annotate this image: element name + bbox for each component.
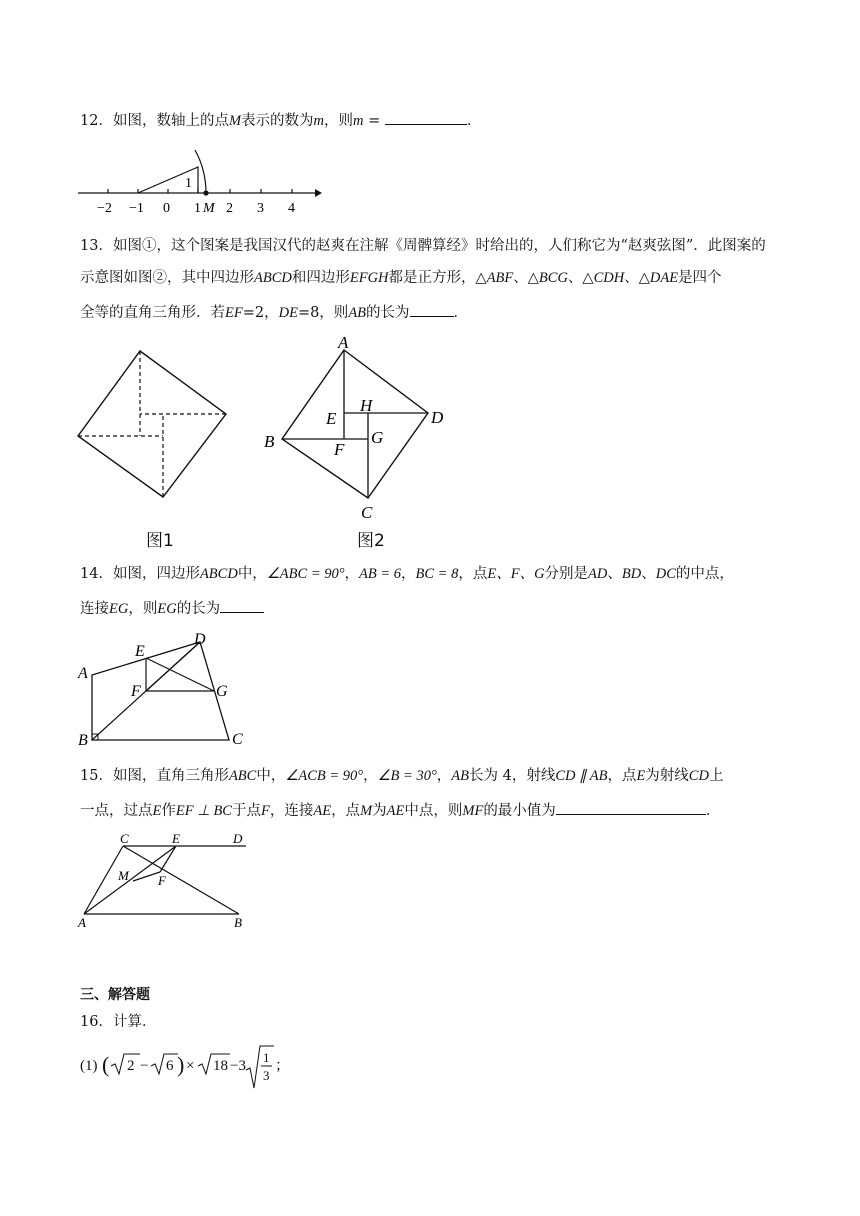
figure-1-caption: 图1 xyxy=(146,531,174,551)
number-line-figure xyxy=(70,140,320,220)
svg-text:0: 0 xyxy=(163,201,170,216)
svg-text:18: 18 xyxy=(213,1058,228,1074)
figure-2-caption: 图2 xyxy=(357,531,385,551)
svg-text:(: ( xyxy=(102,1052,110,1077)
section-title: 三、解答题 xyxy=(80,987,150,1003)
q13-line3: 全等的直角三角形．若EF=2，DE=8，则AB的长为 ． xyxy=(80,302,468,323)
q14-line1: 14．如图，四边形ABCD中，∠ABC = 90°，AB = 6，BC = 8，点E、F、G分别是AD、BD、DC的中点， xyxy=(80,566,734,582)
svg-text:M: M xyxy=(118,868,129,883)
q15-figure xyxy=(76,832,266,932)
svg-text:C: C xyxy=(120,831,129,846)
answer-blank xyxy=(220,598,264,613)
q16-stem: 16．计算． xyxy=(80,1014,157,1030)
q14-figure xyxy=(76,630,266,749)
svg-text:F: F xyxy=(131,683,141,700)
svg-text:A: A xyxy=(78,915,86,930)
svg-text:1: 1 xyxy=(194,201,201,216)
svg-text:H: H xyxy=(360,396,373,415)
svg-text:4: 4 xyxy=(288,201,295,216)
q13-line1: 13．如图①，这个图案是我国汉代的赵爽在注解《周髀算经》时给出的，人们称它为“赵爽弦图”．此图案的 xyxy=(80,238,766,254)
svg-text:G: G xyxy=(371,428,384,447)
svg-text:B: B xyxy=(78,732,88,749)
svg-text:；: ； xyxy=(275,1058,291,1074)
svg-text:D: D xyxy=(194,631,206,648)
svg-text:1: 1 xyxy=(263,1050,270,1065)
svg-text:(1): (1) xyxy=(80,1058,98,1074)
q14-line2: 连接EG，则EG的长为 xyxy=(80,598,264,619)
svg-text:G: G xyxy=(216,683,228,700)
svg-text:B: B xyxy=(234,915,242,930)
q15-line1: 15．如图，直角三角形ABC中，∠ACB = 90°，∠B = 30°，AB长为 4，射线CD ∥ AB，点E为射线CD上 xyxy=(80,768,724,784)
q12-stem: 12．如图，数轴上的点M表示的数为m，则m = ． xyxy=(80,110,481,131)
svg-text:M: M xyxy=(203,201,215,216)
svg-text:1: 1 xyxy=(185,176,192,191)
svg-text:2: 2 xyxy=(127,1058,135,1074)
svg-text:F: F xyxy=(334,440,345,459)
svg-text:E: E xyxy=(135,643,145,660)
svg-text:D: D xyxy=(233,831,243,846)
q15-line2: 一点，过点E作EF ⊥ BC于点F，连接AE，点M为AE中点，则MF的最小值为 ． xyxy=(80,800,720,821)
svg-text:C: C xyxy=(232,731,243,748)
svg-text:E: E xyxy=(326,409,337,428)
svg-text:B: B xyxy=(264,432,275,451)
svg-text:C: C xyxy=(361,503,373,522)
svg-text:A: A xyxy=(338,333,349,352)
q12-number: 12． xyxy=(80,113,113,129)
svg-text:6: 6 xyxy=(166,1058,174,1074)
svg-text:2: 2 xyxy=(226,201,233,216)
svg-text:×: × xyxy=(186,1058,195,1074)
svg-text:−: − xyxy=(140,1058,149,1074)
answer-blank xyxy=(410,302,454,317)
q13-line2: 示意图如图②，其中四边形ABCD和四边形EFGH都是正方形，△ABF、△BCG、△CDH、△DAE是四个 xyxy=(80,270,722,286)
svg-text:E: E xyxy=(172,831,180,846)
svg-text:D: D xyxy=(431,408,444,427)
zhaoshuang-figure-1 xyxy=(76,345,236,505)
answer-blank xyxy=(385,110,467,125)
svg-text:F: F xyxy=(158,873,166,888)
svg-text:−3: −3 xyxy=(230,1058,246,1074)
svg-text:−1: −1 xyxy=(129,201,144,216)
svg-text:−2: −2 xyxy=(97,201,112,216)
svg-text:3: 3 xyxy=(257,201,264,216)
q16-part1-expression xyxy=(78,1040,338,1100)
svg-text:3: 3 xyxy=(263,1068,270,1083)
svg-text:): ) xyxy=(177,1052,185,1077)
svg-text:A: A xyxy=(78,665,88,682)
answer-blank xyxy=(556,800,706,815)
zhaoshuang-figure-2 xyxy=(262,335,462,525)
